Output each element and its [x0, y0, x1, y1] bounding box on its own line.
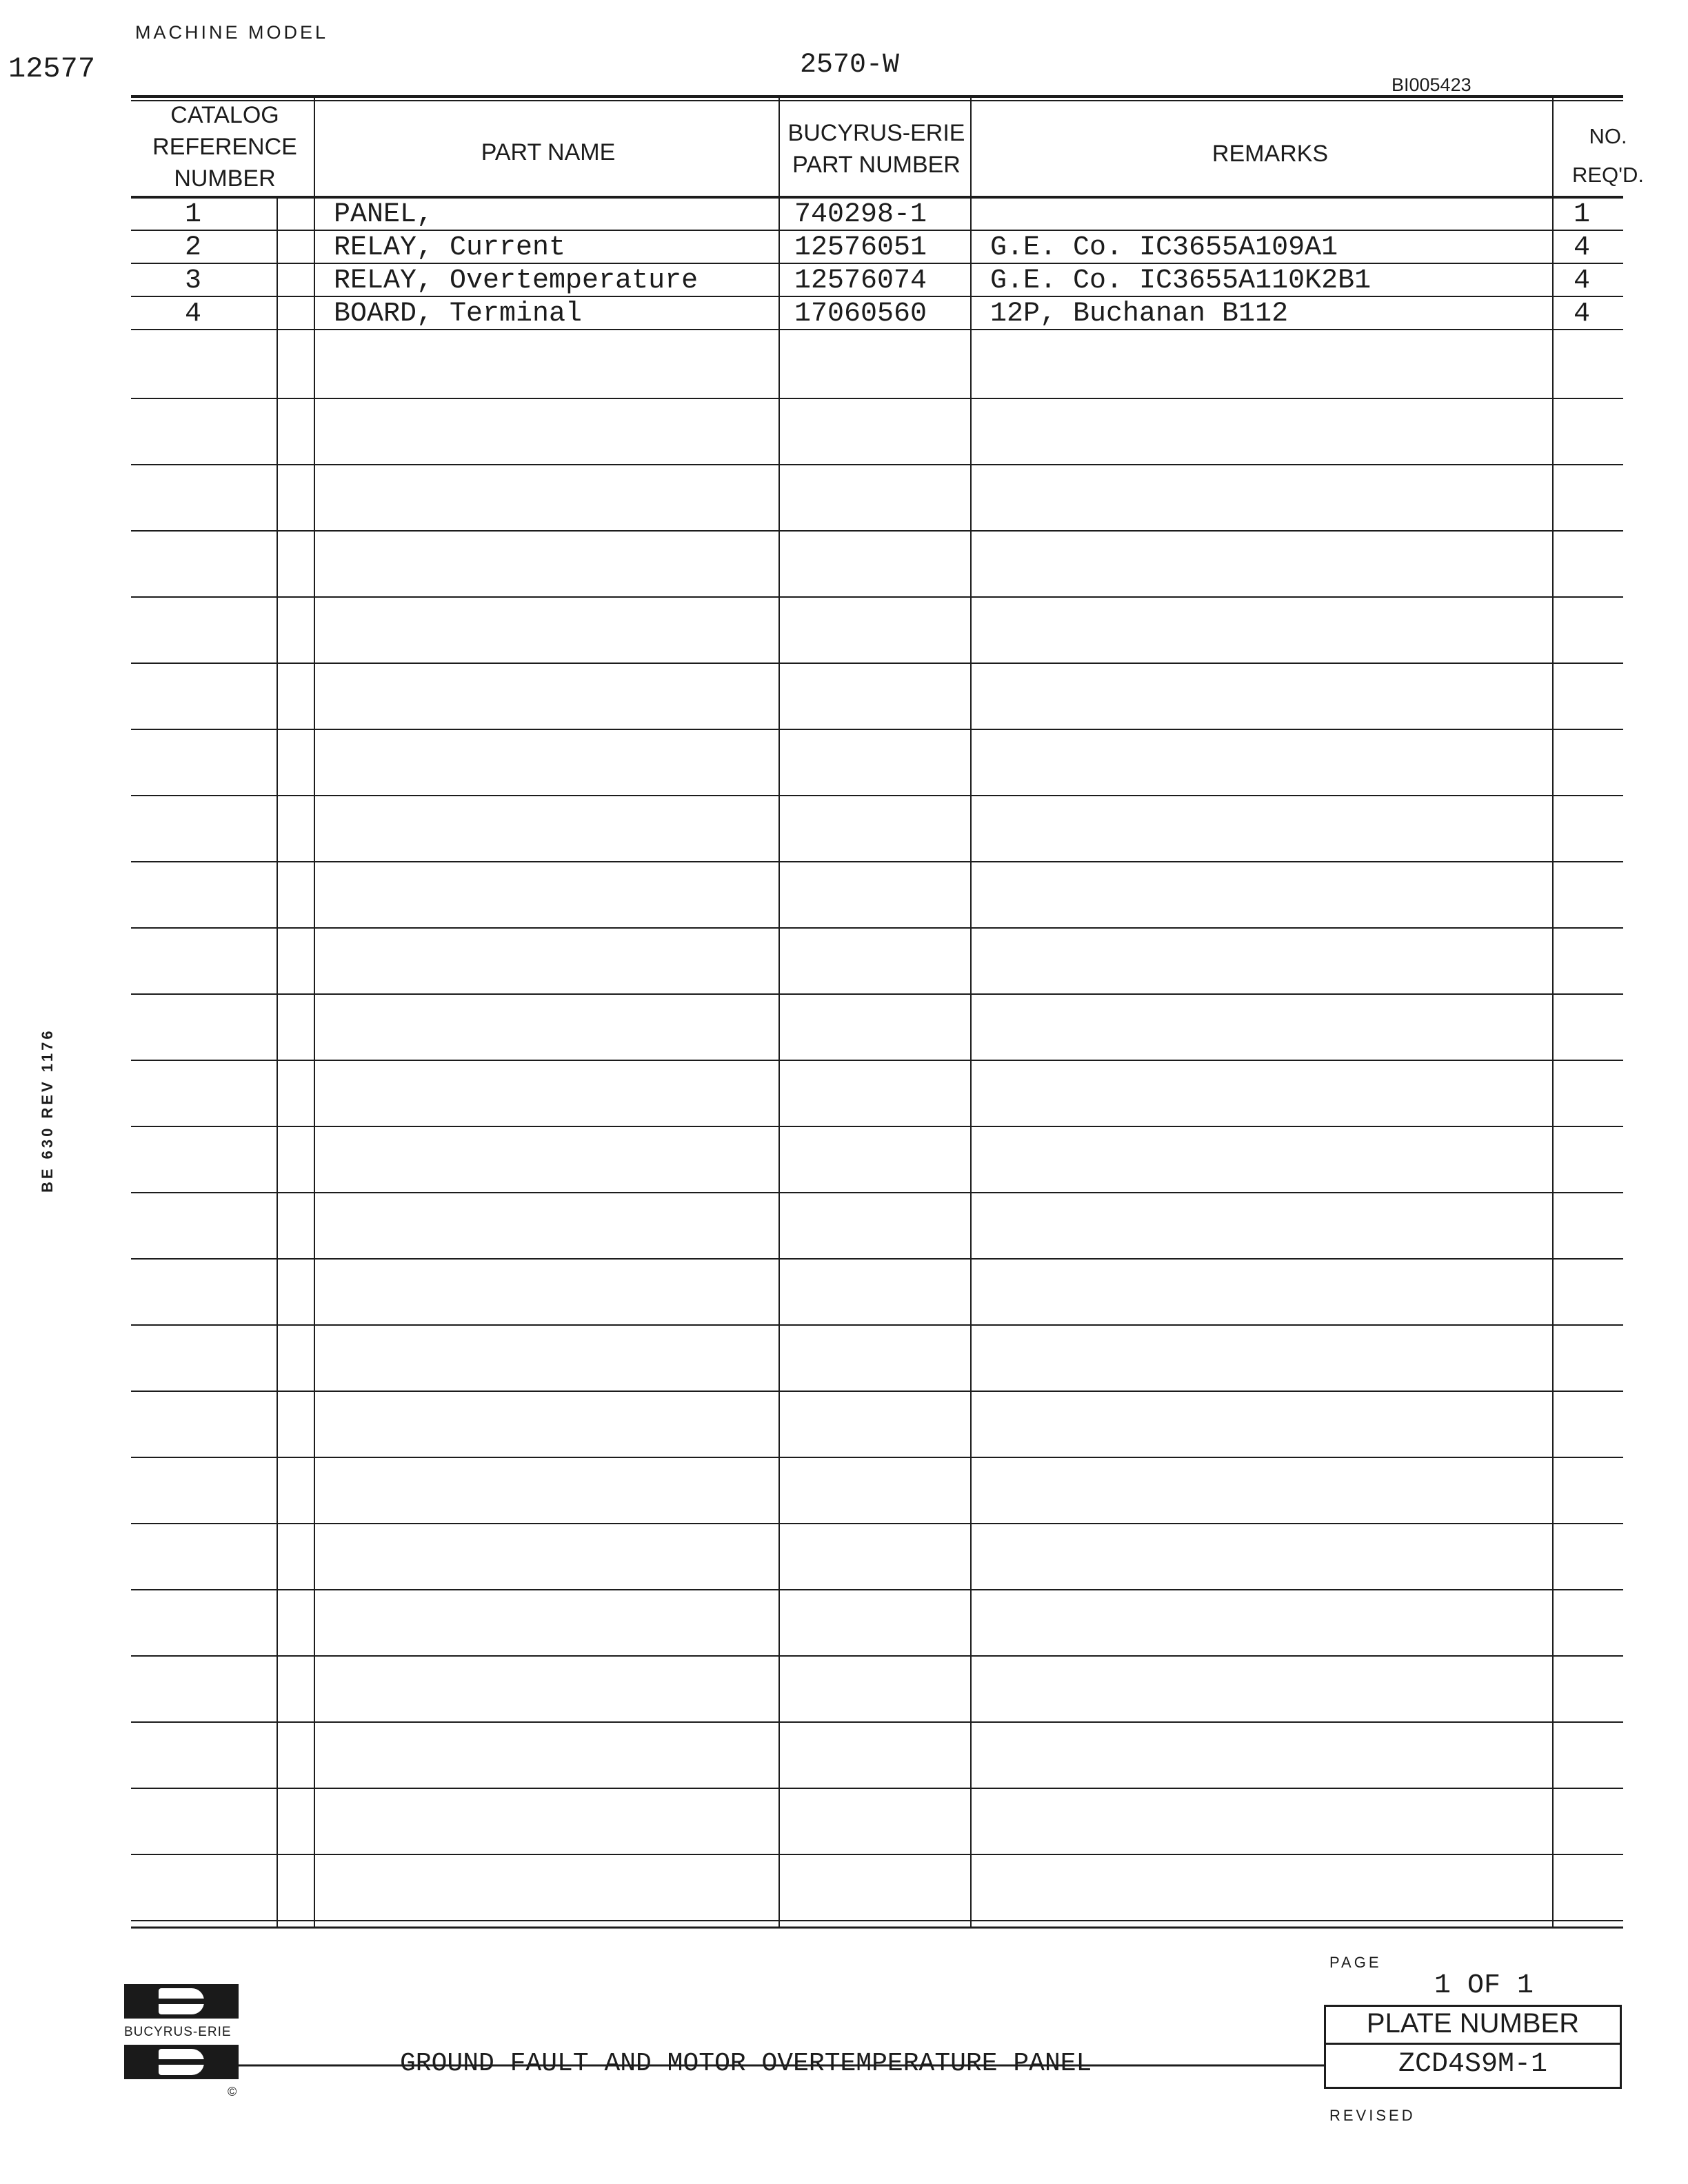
bucyrus-erie-logo-top	[124, 1984, 239, 2019]
plate-number-value: ZCD4S9M-1	[1398, 2049, 1548, 2080]
page-label: PAGE	[1329, 1954, 1382, 1971]
bucyrus-erie-logo-bottom	[124, 2045, 239, 2079]
header-part-name-text: PART NAME	[481, 139, 616, 165]
part-number-cell: 12576074	[794, 265, 927, 296]
copyright-mark: ©	[228, 2085, 237, 2099]
header-qty-text: NO. REQ'D.	[1571, 124, 1645, 187]
header-remarks-text: REMARKS	[1212, 141, 1329, 167]
header-part-name	[317, 136, 779, 168]
qty-cell: 4	[1574, 232, 1591, 263]
part-name-cell: BOARD, Terminal	[334, 299, 583, 330]
part-name-cell: RELAY, Overtemperature	[334, 265, 699, 296]
machine-model-value: 2570-W	[800, 50, 900, 81]
catalog-ref-cell: 4	[184, 299, 201, 330]
header-part-number	[782, 117, 971, 181]
remarks-cell: G.E. Co. IC3655A110K2B1	[990, 265, 1372, 296]
panel-title: GROUND FAULT AND MOTOR OVERTEMPERATURE PANEL	[400, 2049, 1092, 2079]
part-number-cell: 17060560	[794, 299, 927, 330]
qty-cell: 4	[1574, 265, 1591, 296]
part-name-cell: RELAY, Current	[334, 232, 566, 263]
remarks-cell: G.E. Co. IC3655A109A1	[990, 232, 1338, 263]
header-remarks	[974, 138, 1567, 170]
machine-model-label: MACHINE MODEL	[135, 22, 329, 43]
header-catalog-ref-text: CATALOG REFERENCE NUMBER	[152, 102, 297, 192]
qty-cell: 4	[1574, 299, 1591, 330]
part-number-cell: 12576051	[794, 232, 927, 263]
catalog-ref-cell: 3	[184, 265, 201, 296]
plate-number-label: PLATE NUMBER	[1366, 2008, 1580, 2039]
document-number: 12577	[8, 52, 96, 85]
catalog-ref-cell: 1	[184, 199, 201, 230]
qty-cell: 1	[1574, 199, 1591, 230]
header-qty	[1567, 117, 1649, 194]
form-number-vertical: BE 630 REV 1176	[39, 1028, 56, 1193]
remarks-cell: 12P, Buchanan B112	[990, 299, 1289, 330]
page-value: 1 OF 1	[1434, 1970, 1534, 2001]
header-part-number-text: BUCYRUS-ERIE PART NUMBER	[787, 120, 965, 178]
catalog-ref-cell: 2	[184, 232, 201, 263]
revised-label: REVISED	[1329, 2107, 1416, 2124]
part-number-cell: 740298-1	[794, 199, 927, 230]
logo-label: BUCYRUS-ERIE	[124, 2025, 232, 2039]
header-catalog-ref	[135, 99, 314, 194]
bi-number: BI005423	[1391, 74, 1471, 95]
part-name-cell: PANEL,	[334, 199, 434, 230]
